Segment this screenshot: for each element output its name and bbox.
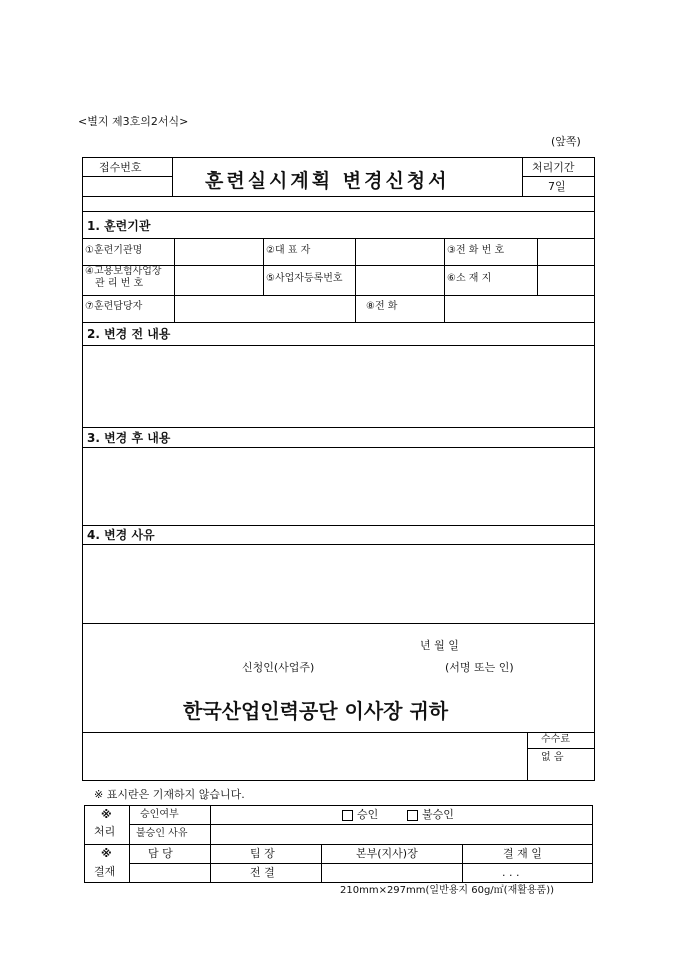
approve-checkbox[interactable] — [342, 810, 353, 821]
col-branch-head: 본부(지사)장 — [356, 847, 418, 860]
applicant-label: 신청인(사업주) — [242, 661, 315, 674]
processing-mark: ※ — [101, 808, 112, 821]
processing-label: 처리 — [94, 825, 116, 838]
processing-period-value: 7일 — [548, 180, 566, 193]
approve-option-label: 승인 — [357, 808, 379, 821]
form-border — [82, 157, 595, 781]
field-phone-number: ③전 화 번 호 — [447, 245, 505, 256]
reject-checkbox[interactable] — [407, 810, 418, 821]
paper-spec: 210mm×297mm(일반용지 60g/㎡(재활용품)) — [340, 885, 555, 896]
date-line: 년 월 일 — [420, 639, 459, 652]
approval-section-label: 결재 — [94, 865, 116, 878]
approval-date-dots: . . . — [502, 866, 520, 879]
addressee: 한국산업인력공단 이사장 귀하 — [183, 699, 449, 723]
delegated-approval: 전 결 — [250, 866, 275, 879]
field-institution-name: ①훈련기관명 — [85, 245, 143, 256]
approval-mark: ※ — [101, 847, 112, 860]
col-team-leader: 팀 장 — [250, 847, 275, 860]
field-insurance-workplace-line2: 관 리 번 호 — [95, 278, 144, 289]
note: ※ 표시란은 기재하지 않습니다. — [94, 788, 245, 801]
processing-period-label: 처리기간 — [532, 161, 575, 174]
sign-label: (서명 또는 인) — [445, 661, 514, 674]
section2-heading: 2. 변경 전 내용 — [87, 327, 171, 341]
field-business-registration: ⑤사업자등록번호 — [266, 273, 343, 284]
receipt-number-label: 접수번호 — [99, 161, 142, 174]
col-approval-date: 결 재 일 — [503, 847, 542, 860]
field-phone: ⑧전 화 — [366, 301, 398, 312]
page-side: (앞쪽) — [551, 135, 581, 148]
col-staff: 담 당 — [148, 847, 173, 860]
approval-label: 승인여부 — [140, 809, 179, 820]
reject-option-label: 불승인 — [422, 808, 454, 821]
field-location: ⑥소 재 지 — [447, 273, 492, 284]
fee-value: 없 음 — [541, 752, 564, 763]
field-insurance-workplace-line1: ④고용보험사업장 — [85, 266, 162, 277]
section3-heading: 3. 변경 후 내용 — [87, 431, 171, 445]
field-training-manager: ⑦훈련담당자 — [85, 301, 143, 312]
section4-heading: 4. 변경 사유 — [87, 528, 155, 542]
form-number: <별지 제3호의2서식> — [78, 115, 189, 128]
fee-label: 수수료 — [541, 734, 570, 745]
section1-heading: 1. 훈련기관 — [87, 219, 151, 233]
form-title: 훈련실시계획 변경신청서 — [205, 170, 450, 192]
reject-reason-label: 불승인 사유 — [136, 828, 188, 839]
field-representative: ②대 표 자 — [266, 245, 311, 256]
